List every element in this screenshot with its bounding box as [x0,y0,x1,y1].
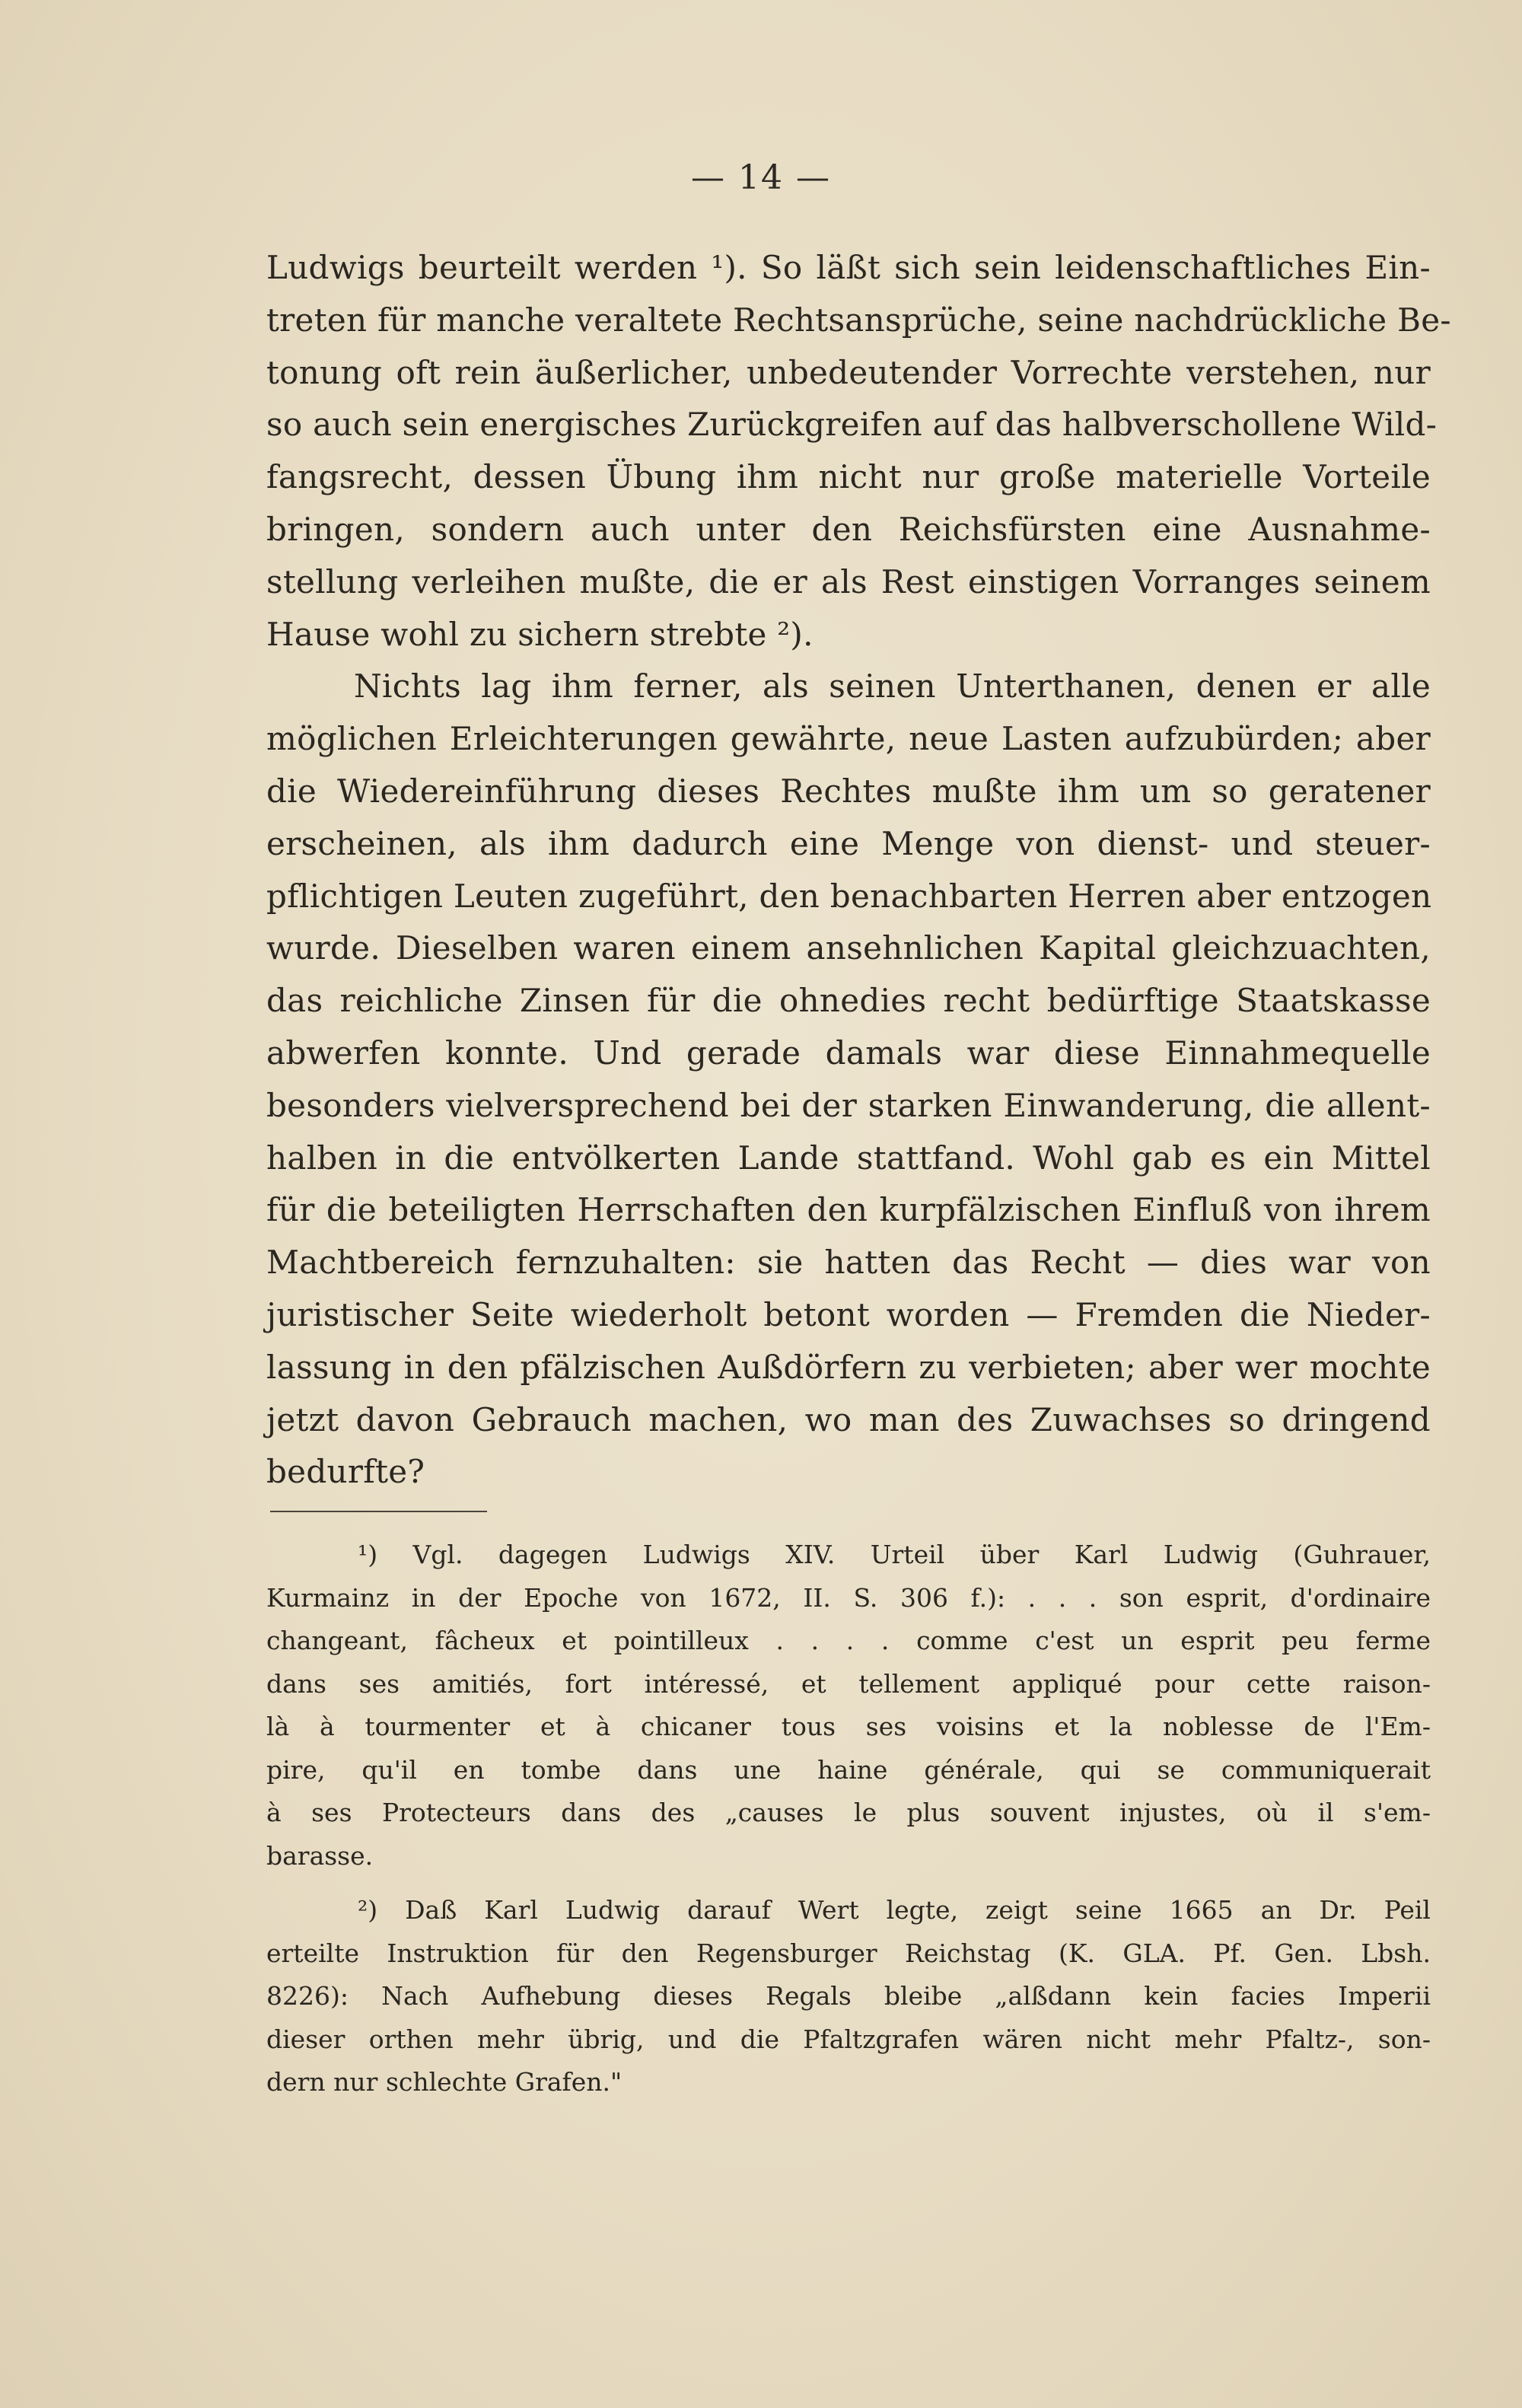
footnote-divider [270,1511,487,1512]
text-line: jetzt davon Gebrauch machen, wo man des Zuwachses so dringend [266,1400,1431,1438]
text-line: Machtbereich fernzuhalten: sie hatten das Recht — dies war von [266,1244,1431,1282]
text-line: möglichen Erleichterungen gewährte, neue Lasten aufzubürden; aber [266,720,1431,758]
text-line: für die beteiligten Herrschaften den kurpfälzischen Einfluß von ihrem [266,1191,1431,1229]
text-line: so auch sein energisches Zurückgreifen auf das halbverschollene Wild- [266,406,1438,444]
text-line: treten für manche veraltete Rechtsansprüche, seine nachdrückliche Be- [266,301,1451,339]
page-number: — 14 — [691,158,831,197]
footnote-line: barasse. [266,1840,374,1871]
text-line: juristischer Seite wiederholt betont worden — Fremden die Nieder- [266,1295,1431,1333]
footnote-line: changeant, fâcheux et pointilleux . . . . comme c'est un esprit peu ferme [266,1626,1431,1655]
footnote-line: 8226): Nach Aufhebung dieses Regals bleibe „alßdann kein facies Imperii [266,1981,1431,2011]
text-line: fangsrecht, dessen Übung ihm nicht nur große materielle Vorteile [266,458,1431,496]
text-line: erscheinen, als ihm dadurch eine Menge von dienst- und steuer- [266,824,1431,862]
text-line: bringen, sondern auch unter den Reichsfürsten eine Ausnahme- [266,510,1431,548]
main-text [266,242,1451,1499]
footnote-1 [266,1534,1431,1878]
footnote-line: pire, qu'il en tombe dans une haine générale, qui se communiquerait [266,1754,1431,1785]
text-line: abwerfen konnte. Und gerade damals war diese Einnahmequelle [266,1034,1431,1072]
text-line: besonders vielversprechend bei der starken Einwanderung, die allent- [266,1086,1431,1124]
text-line: lassung in den pfälzischen Außdörfern zu verbieten; aber wer mochte [266,1348,1431,1386]
text-line: Ludwigs beurteilt werden ¹). So läßt sich sein leidenschaftliches Ein- [266,249,1431,286]
text-line: bedurfte? [266,1453,425,1491]
footnotes [266,1534,1431,2104]
footnote-line: erteilte Instruktion für den Regensburger Reichstag (K. GLA. Pf. Gen. Lbsh. [266,1938,1431,1968]
footnote-line: ¹) Vgl. dagegen Ludwigs XIV. Urteil über Karl Ludwig (Guhrauer, [358,1540,1431,1569]
text-line: stellung verleihen mußte, die er als Rest einstigen Vorranges seinem [266,562,1431,600]
footnote-line: dieser orthen mehr übrig, und die Pfaltzgrafen wären nicht mehr Pfaltz-, son- [266,2024,1431,2054]
footnote-line: dans ses amitiés, fort intéressé, et tellement appliqué pour cette raison- [266,1668,1431,1699]
footnote-line: dern nur schlechte Grafen." [266,2067,622,2097]
text-line: halben in die entvölkerten Lande stattfand. Wohl gab es ein Mittel [266,1139,1431,1177]
text-line: Nichts lag ihm ferner, als seinen Unterthanen, denen er alle [354,667,1431,706]
text-line: wurde. Dieselben waren einem ansehnlichen Kapital gleichzuachten, [266,929,1431,967]
footnote-2 [266,1889,1431,2104]
text-line: pflichtigen Leuten zugeführt, den benachbarten Herren aber entzogen [266,877,1432,915]
footnote-line: là à tourmenter et à chicaner tous ses voisins et la noblesse de l'Em- [266,1712,1431,1741]
footnote-line: Kurmainz in der Epoche von 1672, II. S. 306 f.): . . . son esprit, d'ordinaire [266,1582,1431,1613]
text-line: das reichliche Zinsen für die ohnedies recht bedürftige Staatskasse [266,982,1431,1020]
text-line: Hause wohl zu sichern strebte ²). [266,615,814,653]
text-line: tonung oft rein äußerlicher, unbedeutender Vorrechte verstehen, nur [266,353,1431,391]
footnote-line: à ses Protecteurs dans des „causes le plus souvent injustes, où il s'em- [266,1798,1431,1827]
footnote-line: ²) Daß Karl Ludwig darauf Wert legte, zeigt seine 1665 an Dr. Peil [358,1895,1431,1925]
text-line: die Wiedereinführung dieses Rechtes mußte ihm um so geratener [266,772,1431,810]
